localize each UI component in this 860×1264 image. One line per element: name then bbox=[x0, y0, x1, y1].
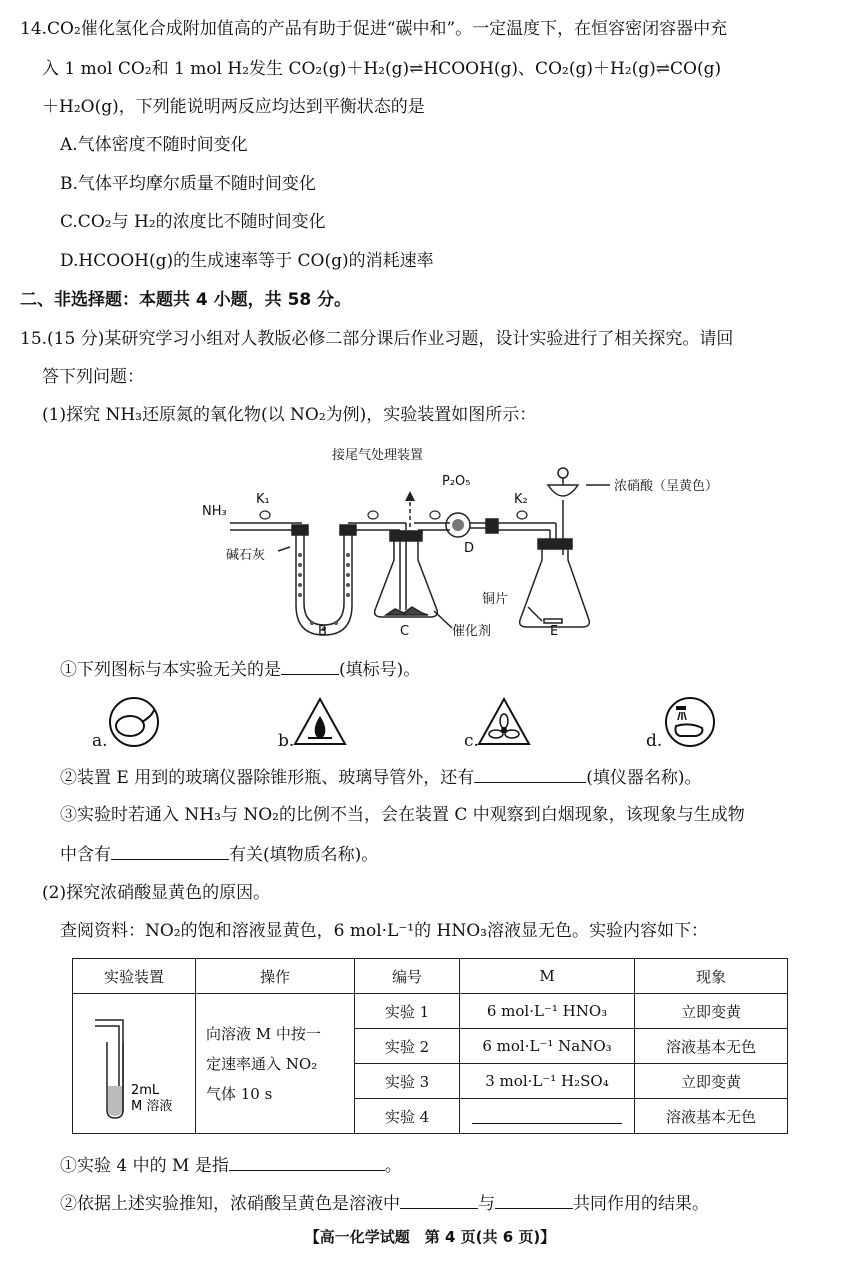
q14-option-b: B.气体平均摩尔质量不随时间变化 bbox=[60, 174, 316, 194]
row4-result: 溶液基本无色 bbox=[635, 1099, 788, 1134]
header-apparatus: 实验装置 bbox=[73, 959, 196, 994]
row3-result: 立即变黄 bbox=[635, 1064, 788, 1099]
row3-m: 3 mol·L⁻¹ H₂SO₄ bbox=[460, 1064, 635, 1099]
q15-1-1 bbox=[60, 656, 420, 683]
nh3-label: NH₃ bbox=[202, 504, 227, 519]
q15-1-3-line2 bbox=[60, 841, 378, 868]
k2-label: K₂ bbox=[514, 492, 528, 507]
row2-m: 6 mol·L⁻¹ NaNO₃ bbox=[460, 1029, 635, 1064]
q15-2-2-mid: 与 bbox=[478, 1194, 495, 1214]
q15-1-1-text: ①下列图标与本实验无关的是 bbox=[60, 660, 281, 680]
q15-2-1-suffix: 。 bbox=[384, 1156, 402, 1176]
row2-result: 溶液基本无色 bbox=[635, 1029, 788, 1064]
q14-line2: 入 1 mol CO₂和 1 mol H₂发生 CO₂(g)＋H₂(g)⇌HCOOH(g)、CO₂(g)＋H₂(g)⇌CO(g) bbox=[42, 59, 722, 79]
q15-1-2-text: ②装置 E 用到的玻璃仪器除锥形瓶、玻璃导管外，还有 bbox=[60, 768, 475, 788]
icon-label-d: d. bbox=[646, 731, 663, 751]
q15-1-3-suffix: 有关(填物质名称)。 bbox=[229, 845, 379, 865]
q15-2-1-text: ①实验 4 中的 M 是指 bbox=[60, 1156, 229, 1176]
conc-nitric-label: 浓硝酸（呈黄色） bbox=[614, 479, 719, 494]
answer-blank-5[interactable] bbox=[400, 1190, 478, 1209]
flame-icon bbox=[292, 696, 348, 748]
label-c: C bbox=[400, 624, 410, 639]
p2o5-label: P₂O₅ bbox=[442, 474, 471, 489]
answer-blank-table[interactable] bbox=[472, 1105, 622, 1124]
answer-blank-4[interactable] bbox=[229, 1152, 385, 1171]
q14-line1: 14.CO₂催化氢化合成附加值高的产品有助于促进“碳中和”。一定温度下，在恒容密闭容器中充 bbox=[20, 19, 728, 39]
page-footer: 【高一化学试题 第 4 页(共 6 页)】 bbox=[304, 1228, 556, 1246]
row1-result: 立即变黄 bbox=[635, 994, 788, 1029]
tail-gas-label: 接尾气处理装置 bbox=[332, 448, 424, 463]
q15-part1: (1)探究 NH₃还原氮的氧化物(以 NO₂为例)，实验装置如图所示： bbox=[42, 405, 537, 425]
copper-label: 铜片 bbox=[482, 592, 509, 607]
icon-label-b: b. bbox=[278, 731, 295, 751]
q15-2-2-text: ②依据上述实验推知，浓硝酸呈黄色是溶液中 bbox=[60, 1194, 400, 1214]
operation-line-2: 定速率通入 NO₂ bbox=[206, 1054, 318, 1073]
q15-1-3-line1: ③实验时若通入 NH₃与 NO₂的比例不当，会在装置 C 中观察到白烟现象，该现象与生成物 bbox=[60, 805, 745, 825]
q15-part2: (2)探究浓硝酸显黄色的原因。 bbox=[42, 883, 271, 903]
answer-blank-1[interactable] bbox=[281, 656, 339, 675]
q15-1-2-suffix: (填仪器名称)。 bbox=[586, 768, 702, 788]
label-e: E bbox=[550, 624, 559, 639]
table-row bbox=[73, 994, 788, 1029]
q15-reference: 查阅资料：NO₂的饱和溶液显黄色，6 mol·L⁻¹的 HNO₃溶液显无色。实验内容如下： bbox=[60, 921, 708, 941]
q15-1-2 bbox=[60, 764, 701, 791]
q15-intro-line1: 15.(15 分)某研究学习小组对人教版必修二部分课后作业习题，设计实验进行了相关探究。请回 bbox=[20, 329, 734, 349]
header-id: 编号 bbox=[355, 959, 460, 994]
row2-id: 实验 2 bbox=[355, 1029, 460, 1064]
apparatus-figure bbox=[190, 435, 750, 645]
row1-m: 6 mol·L⁻¹ HNO₃ bbox=[460, 994, 635, 1029]
row1-id: 实验 1 bbox=[355, 994, 460, 1029]
header-result: 现象 bbox=[635, 959, 788, 994]
q14-option-a: A.气体密度不随时间变化 bbox=[60, 135, 248, 155]
soda-lime-label: 碱石灰 bbox=[226, 548, 266, 563]
row4-id: 实验 4 bbox=[355, 1099, 460, 1134]
operation-line-1: 向溶液 M 中按一 bbox=[206, 1024, 321, 1043]
operation-cell bbox=[196, 994, 355, 1134]
icon-label-a: a. bbox=[92, 731, 108, 751]
q15-2-2 bbox=[60, 1190, 709, 1217]
experiment-table bbox=[72, 958, 788, 1134]
answer-blank-6[interactable] bbox=[495, 1190, 573, 1209]
operation-line-3: 气体 10 s bbox=[206, 1084, 273, 1103]
ventilation-fan-icon bbox=[476, 696, 532, 748]
k1-label: K₁ bbox=[256, 492, 270, 507]
answer-blank-2[interactable] bbox=[474, 764, 586, 783]
hot-hazard-icon bbox=[108, 696, 160, 748]
row3-id: 实验 3 bbox=[355, 1064, 460, 1099]
apparatus-cell bbox=[73, 994, 196, 1134]
section-heading: 二、非选择题：本题共 4 小题，共 58 分。 bbox=[20, 290, 352, 310]
label-d: D bbox=[464, 541, 475, 556]
q14-option-c: C.CO₂与 H₂的浓度比不随时间变化 bbox=[60, 212, 326, 232]
header-operation: 操作 bbox=[196, 959, 355, 994]
q15-intro-line2: 答下列问题： bbox=[42, 367, 144, 387]
q15-1-1-suffix: (填标号)。 bbox=[339, 660, 421, 680]
volume-label: 2mL bbox=[131, 1082, 160, 1098]
answer-blank-3[interactable] bbox=[111, 841, 229, 860]
q14-line3: ＋H₂O(g)，下列能说明两反应均达到平衡状态的是 bbox=[42, 97, 425, 117]
q14-option-d: D.HCOOH(g)的生成速率等于 CO(g)的消耗速率 bbox=[60, 251, 434, 271]
label-b: B bbox=[318, 624, 327, 639]
header-m: M bbox=[460, 959, 635, 994]
solution-label: M 溶液 bbox=[131, 1098, 173, 1114]
icon-label-c: c. bbox=[464, 731, 479, 751]
row4-m[interactable] bbox=[460, 1099, 635, 1134]
q15-2-1 bbox=[60, 1152, 402, 1179]
wash-hands-icon bbox=[664, 696, 716, 748]
q15-2-2-suffix: 共同作用的结果。 bbox=[573, 1194, 709, 1214]
table-header-row bbox=[73, 959, 788, 994]
test-tube-drawing bbox=[79, 1002, 189, 1122]
q15-1-3-text: 中含有 bbox=[60, 845, 111, 865]
catalyst-label: 催化剂 bbox=[452, 624, 492, 639]
